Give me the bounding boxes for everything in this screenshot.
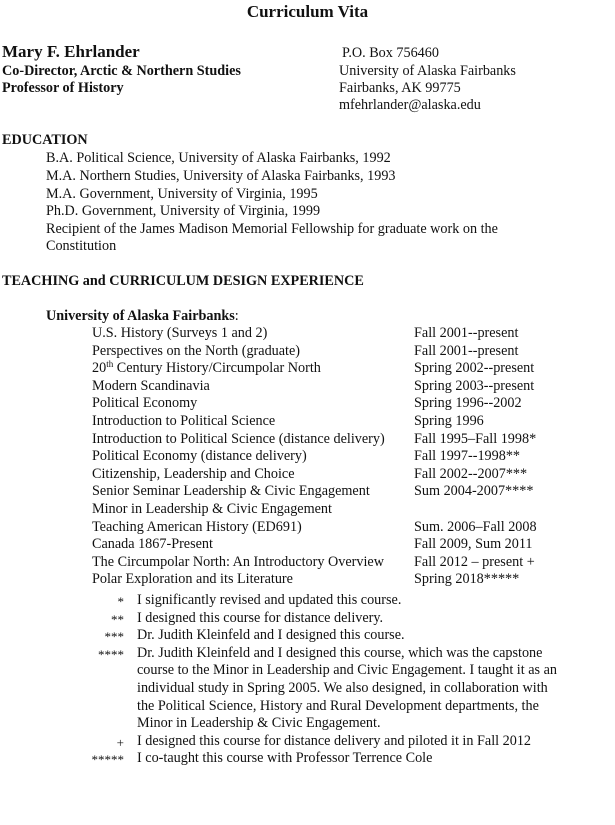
address-line: P.O. Box 756460 [342,45,439,61]
course-name: The Circumpolar North: An Introductory Overview [92,553,384,570]
course-term: Spring 2003--present [414,377,535,394]
course-term: Fall 1997--1998** [414,448,521,465]
course-name: Introduction to Political Science [92,413,276,429]
course-term: Sum 2004-2007**** [414,483,534,500]
course-term: Fall 2001--present [414,325,519,341]
course-name: Political Economy (distance delivery) [92,448,307,465]
author-name: Mary F. Ehrlander [2,42,140,61]
course-name: Minor in Leadership & Civic Engagement [92,501,332,517]
course-term: Fall 1995–Fall 1998* [414,430,537,447]
section-heading-teaching: TEACHING and CURRICULUM DESIGN EXPERIENCE [2,273,364,289]
footnote-marker: ** [111,611,124,627]
footnote-text: the Political Science, History and Rural Development departments, the [137,697,539,714]
course-name: Senior Seminar Leadership & Civic Engagement [92,483,370,500]
course-term: Spring 2018***** [414,571,520,588]
course-term: Spring 2002--present [414,360,535,377]
position-title: Professor of History [2,80,124,96]
institution-label [46,308,239,326]
footnote-text: Dr. Judith Kleinfeld and I designed this course. [137,627,405,644]
course-term: Fall 2012 – present + [414,553,535,570]
course-name: Modern Scandinavia [92,377,210,394]
footnote-marker: ***** [91,752,124,768]
course-name: U.S. History (Surveys 1 and 2) [92,325,268,341]
course-term: Spring 1996 [414,413,484,429]
course-name: Canada 1867-Present [92,536,213,553]
footnote-text: I significantly revised and updated this course. [137,592,402,608]
footnote-text: Dr. Judith Kleinfeld and I designed this course, which was the capstone [137,644,543,661]
course-name [92,360,321,378]
footnote-text: I designed this course for distance delivery. [137,609,384,626]
course-century-number: 20 [92,360,107,377]
course-term: Spring 1996--2002 [414,395,522,412]
address-line: University of Alaska Fairbanks [339,63,516,79]
institution-name: University of Alaska Fairbanks [46,308,235,324]
course-name: Teaching American History (ED691) [92,518,302,535]
footnote-text: Minor in Leadership & Civic Engagement. [137,715,381,732]
footnote-marker: *** [104,629,124,645]
footnote-marker: * [117,594,124,609]
education-item: M.A. Government, University of Virginia, 1995 [46,186,318,202]
course-ordinal-suffix: th [106,359,114,370]
footnote-text: I co-taught this course with Professor Terrence Cole [137,750,433,767]
education-item: Ph.D. Government, University of Virginia, 1999 [46,203,321,219]
course-name: Polar Exploration and its Literature [92,571,293,588]
education-item: Constitution [46,238,117,254]
footnote-text: individual study in Spring 2005. We also designed, in collaboration with [137,680,548,696]
footnote-text: I designed this course for distance delivery and piloted it in Fall 2012 [137,732,532,749]
position-title: Co-Director, Arctic & Northern Studies [2,63,241,79]
course-title-text: Century History/Circumpolar North [113,360,321,377]
course-term: Fall 2001--present [414,342,519,359]
course-name: Introduction to Political Science (distance delivery) [92,430,385,447]
course-name: Political Economy [92,395,198,412]
education-item: Recipient of the James Madison Memorial Fellowship for graduate work on the [46,221,498,237]
course-name: Citizenship, Leadership and Choice [92,465,295,482]
document-title: Curriculum Vita [246,2,369,21]
course-term: Sum. 2006–Fall 2008 [414,518,537,535]
address-line: Fairbanks, AK 99775 [339,80,461,96]
section-heading-education: EDUCATION [2,132,88,148]
education-item: B.A. Political Science, University of Alaska Fairbanks, 1992 [46,150,391,166]
course-name: Perspectives on the North (graduate) [92,342,301,359]
course-term: Fall 2002--2007*** [414,465,528,482]
education-item: M.A. Northern Studies, University of Alaska Fairbanks, 1993 [46,168,396,184]
footnote-marker: + [116,734,124,750]
email-link[interactable]: mfehrlander@alaska.edu [339,97,481,113]
footnote-marker: **** [98,646,124,662]
institution-colon: : [234,308,239,324]
footnote-text: course to the Minor in Leadership and Civic Engagement. I taught it as an [137,662,557,679]
course-term: Fall 2009, Sum 2011 [414,536,533,553]
